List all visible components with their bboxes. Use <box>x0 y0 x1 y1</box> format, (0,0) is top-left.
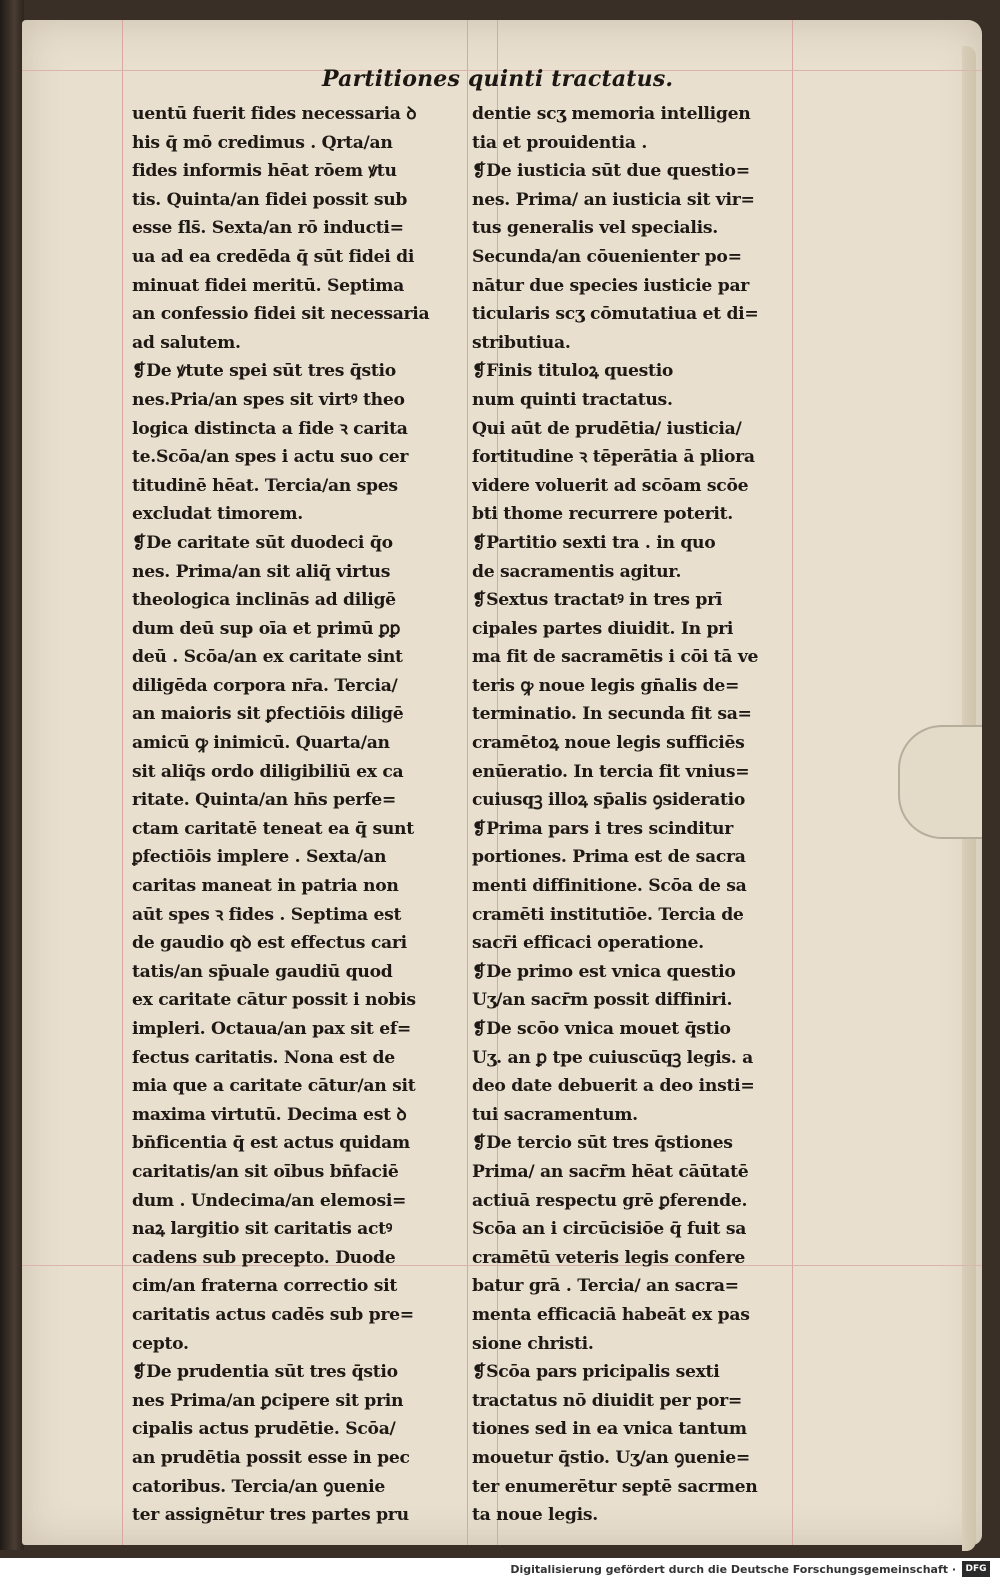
text-line: diligēda corpora nr̄a. Tercia/ <box>132 675 398 696</box>
text-line: Prima/ an sacr̄m hēat cāūtatē <box>472 1161 749 1182</box>
text-line: esse fls̄. Sexta/an rō inducti= <box>132 218 404 239</box>
book-page <box>22 20 982 1545</box>
running-head: Partitiones quinti tractatus. <box>322 66 674 92</box>
text-line: fortitudine ꝛ tēperātia ā pliora <box>472 447 755 468</box>
text-line: de gaudio qꝺ est effectus cari <box>132 933 407 954</box>
page-clip-tab <box>898 725 982 839</box>
text-line: ❡Prima pars i tres scinditur <box>472 818 733 839</box>
text-line: tia et prouidentia . <box>472 132 648 153</box>
text-line: ❡De ꝟtute spei sūt tres q̄stio <box>132 361 396 382</box>
text-line: nes. Prima/ an iusticia sit vir= <box>472 189 755 210</box>
text-line: cim/an fraterna correctio sit <box>132 1276 398 1297</box>
text-line: fides informis hēat rōem ꝟtu <box>132 161 397 182</box>
text-line: ctam caritatē teneat ea q̄ sunt <box>132 818 414 839</box>
text-line: menti diffinitione. Scōa de sa <box>472 876 747 897</box>
text-line: terminatio. In secunda fit sa= <box>472 704 752 725</box>
text-line: ter assignētur tres partes pru <box>132 1505 409 1526</box>
text-line: ex caritate cātur possit i nobis <box>132 990 416 1011</box>
text-line: his q̄ mō credimus . Qrta/an <box>132 132 393 153</box>
text-line: cuiusqꝫ illoꝝ sp̄alis ꝯsideratio <box>472 790 746 811</box>
text-line: tatis/an sp̄uale gaudiū quod <box>132 961 393 982</box>
text-line: Uʒ/an sacr̄m possit diffiniri. <box>472 990 733 1011</box>
text-line: titudinē hēat. Tercia/an spes <box>132 475 398 496</box>
text-line: dentie scʒ memoria intelligen <box>472 104 751 124</box>
text-line: cramētoꝝ noue legis sufficiēs <box>472 733 745 754</box>
text-line: cipalis actus prudētie. Scōa/ <box>132 1419 396 1440</box>
text-line: sit aliq̄s ordo diligibiliū ex ca <box>132 761 404 782</box>
text-line: cepto. <box>132 1333 189 1354</box>
text-line: nes Prima/an ꝑcipere sit prin <box>132 1390 404 1411</box>
text-line: ❡De scōo vnica mouet q̄stio <box>472 1019 731 1039</box>
text-line: aūt spes ꝛ fides . Septima est <box>132 904 402 925</box>
text-line: sacr̄i efficaci operatione. <box>472 933 704 954</box>
text-line: de sacramentis agitur. <box>472 561 682 582</box>
text-line: bti thome recurrere poterit. <box>472 504 733 525</box>
text-line: cramēti institutiōe. Tercia de <box>472 904 744 925</box>
text-line: te.Scōa/an spes i actu suo cer <box>132 447 409 468</box>
text-line: caritas maneat in patria non <box>132 876 399 897</box>
text-line: amicū ꝙ inimicū. Quarta/an <box>132 733 390 754</box>
text-line: ad salutem. <box>132 332 241 353</box>
text-line: deū . Scōa/an ex caritate sint <box>132 647 403 668</box>
text-line: dum deū sup oīa et primū ꝑꝑ <box>132 618 401 639</box>
text-line: actiuā respectu grē ꝑferende. <box>472 1190 748 1211</box>
text-line: tiones sed in ea vnica tantum <box>472 1419 747 1440</box>
text-line: nes. Prima/an sit aliq̄ virtus <box>132 561 391 582</box>
left-column <box>132 100 477 1530</box>
text-line: mia que a caritate cātur/an sit <box>132 1076 416 1097</box>
text-line: ❡Partitio sexti tra . in quo <box>472 532 716 553</box>
text-line: sione christi. <box>472 1333 594 1354</box>
text-line: stributiua. <box>472 332 571 353</box>
text-line: caritatis/an sit oībus bn̄faciē <box>132 1161 399 1182</box>
text-line: tractatus nō diuidit per por= <box>472 1390 742 1411</box>
text-line: portiones. Prima est de sacra <box>472 847 746 868</box>
text-line: Qui aūt de prudētia/ iusticia/ <box>472 418 742 439</box>
text-line: cramētū veteris legis confere <box>472 1247 745 1268</box>
text-line: deo date debuerit a deo insti= <box>472 1076 755 1097</box>
text-line: impleri. Octaua/an pax sit ef= <box>132 1019 412 1039</box>
text-line: catoribus. Tercia/an ꝯuenie <box>132 1476 385 1497</box>
text-line: ritate. Quinta/an hn̄s perfe= <box>132 790 396 811</box>
text-line: ❡Scōa pars pricipalis sexti <box>472 1362 720 1383</box>
text-line: theologica inclinās ad diligē <box>132 590 396 611</box>
text-line: ❡De tercio sūt tres q̄stiones <box>472 1133 733 1154</box>
margin-rule-left <box>122 20 123 1545</box>
text-line: bn̄ficentia q̄ est actus quidam <box>132 1133 410 1154</box>
text-line: enūeratio. In tercia fit vnius= <box>472 761 750 782</box>
text-line: ma fit de sacramētis i cōi tā ve <box>472 647 759 668</box>
book-spine <box>0 0 24 1550</box>
text-line: ❡Finis tituloꝝ questio <box>472 361 674 382</box>
text-line: excludat timorem. <box>132 504 303 525</box>
text-line: an prudētia possit esse in pec <box>132 1447 410 1468</box>
text-line: nātur due species iusticie par <box>472 275 750 296</box>
text-line: ticularis scʒ cōmutatiua et di= <box>472 304 759 325</box>
text-line: ❡De primo est vnica questio <box>472 961 736 982</box>
text-line: ❡Sextus tractatꝰ in tres prī <box>472 590 723 611</box>
text-line: Scōa an i circūcisiōe q̄ fuit sa <box>472 1219 747 1240</box>
text-line: tus generalis vel specialis. <box>472 218 718 239</box>
text-line: cipales partes diuidit. In pri <box>472 618 734 639</box>
funding-credit: Digitalisierung gefördert durch die Deutsche Forschungsgemeinschaft · <box>510 1563 956 1576</box>
text-line: ❡De caritate sūt duodeci q̄o <box>132 532 393 553</box>
text-line: caritatis actus cadēs sub pre= <box>132 1304 414 1325</box>
text-line: cadens sub precepto. Duode <box>132 1247 396 1268</box>
dfg-logo: DFG <box>962 1561 990 1577</box>
text-line: ta noue legis. <box>472 1505 598 1526</box>
text-line: maxima virtutū. Decima est ꝺ <box>132 1104 407 1125</box>
text-line: tis. Quinta/an fidei possit sub <box>132 189 408 210</box>
right-column <box>472 100 817 1530</box>
text-line: teris ꝙ noue legis gn̄alis de= <box>472 675 740 696</box>
text-line: menta efficaciā habeāt ex pas <box>472 1304 750 1325</box>
text-line: dum . Undecima/an elemosi= <box>132 1190 407 1211</box>
text-line: logica distincta a fide ꝛ carita <box>132 418 408 439</box>
text-line: fectus caritatis. Nona est de <box>132 1047 395 1068</box>
text-line: an maioris sit ꝑfectiōis diligē <box>132 704 404 725</box>
text-line: ❡De prudentia sūt tres q̄stio <box>132 1362 398 1383</box>
text-line: ter enumerētur septē sacrmen <box>472 1476 758 1497</box>
text-line: an confessio fidei sit necessaria <box>132 304 430 325</box>
text-line: nes.Pria/an spes sit virtꝰ theo <box>132 389 405 410</box>
text-line: Uʒ. an ꝑ tpe cuiuscūqꝫ legis. a <box>472 1047 754 1068</box>
text-line: ❡De iusticia sūt due questio= <box>472 161 750 182</box>
text-line: tui sacramentum. <box>472 1104 638 1125</box>
text-line: ꝑfectiōis implere . Sexta/an <box>132 847 387 868</box>
text-line: minuat fidei meritū. Septima <box>132 275 405 296</box>
text-line: uentū fuerit fides necessaria ꝺ <box>132 104 417 124</box>
text-line: ua ad ea credēda q̄ sūt fidei di <box>132 246 415 267</box>
text-line: num quinti tractatus. <box>472 389 673 410</box>
text-line: naꝝ largitio sit caritatis actꝰ <box>132 1219 393 1240</box>
text-line: videre voluerit ad scōam scōe <box>472 475 749 496</box>
text-line: Secunda/an cōuenienter po= <box>472 246 742 267</box>
text-line: mouetur q̄stio. Uʒ/an ꝯuenie= <box>472 1447 750 1468</box>
text-line: batur grā . Tercia/ an sacra= <box>472 1276 739 1297</box>
